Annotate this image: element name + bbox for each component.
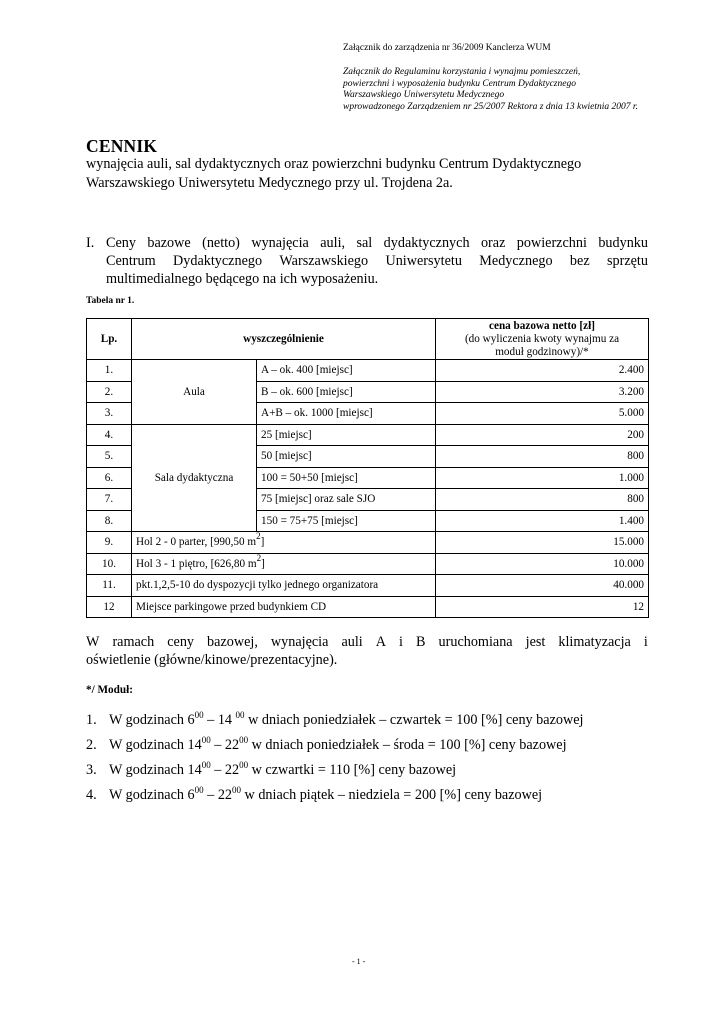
row-item [132, 553, 436, 575]
row-item-text: pkt.1,2,5-10 do dyspozycji tylko jednego organizatora [136, 579, 379, 592]
section-word: sal [356, 235, 373, 251]
module-sup: 00 [201, 735, 211, 745]
annex-reference: Załącznik do zarządzenia nr 36/2009 Kanclerza WUM [343, 43, 551, 53]
module-label: */ Moduł: [86, 684, 133, 696]
note-word: auli [341, 634, 363, 650]
note-line-justified [86, 633, 648, 651]
row-price: 40.000 [436, 575, 649, 597]
module-text: – 22 [210, 737, 240, 753]
note-word: bazowej, [207, 634, 258, 650]
module-text: W godzinach 6 [109, 712, 195, 728]
row-item: 100 = 50+50 [miejsc] [257, 467, 436, 489]
module-sup: 00 [239, 760, 249, 770]
note-word: i [643, 634, 648, 650]
row-lp: 9. [87, 532, 132, 554]
table-row [87, 596, 649, 618]
section-text [106, 234, 648, 288]
row-item: 75 [miejsc] oraz sale SJO [257, 489, 436, 511]
module-sup: 00 [194, 710, 204, 720]
row-price: 800 [436, 446, 649, 468]
annex-note-line: powierzchni i wyposażenia budynku Centrum Dydaktycznego [343, 78, 576, 89]
row-price: 1.000 [436, 467, 649, 489]
row-lp: 12 [87, 596, 132, 618]
row-item [132, 532, 436, 554]
header-price [436, 319, 649, 360]
row-item: 150 = 75+75 [miejsc] [257, 510, 436, 532]
group-aula: Aula [132, 360, 257, 425]
module-number: 2. [86, 737, 97, 753]
note-word: wynajęcia [270, 634, 329, 650]
climate-note [86, 633, 648, 669]
row-item: A – ok. 400 [miejsc] [257, 360, 436, 382]
table-row [87, 532, 649, 554]
document-subtitle [86, 155, 646, 192]
annex-note-line: Warszawskiego Uniwersytetu Medycznego [343, 90, 505, 101]
note-word: A [375, 634, 387, 650]
module-text: w dniach poniedziałek – czwartek = 100 [%] ceny bazowej [244, 712, 584, 728]
row-item-after: ] [260, 536, 265, 549]
note-word: klimatyzacja [558, 634, 631, 650]
table-row [87, 424, 649, 446]
module-item [86, 712, 583, 737]
table-row [87, 360, 649, 382]
section-word: Medycznego [479, 253, 553, 269]
module-sup: 00 [235, 710, 245, 720]
module-text: w dniach piątek – niedziela = 200 [%] ceny bazowej [241, 787, 543, 803]
module-text: W godzinach 6 [109, 787, 195, 803]
header-price-sub: moduł godzinowy)/* [495, 345, 589, 358]
section-word: oraz [480, 235, 506, 251]
header-price-title: cena bazowa netto [zł] [489, 319, 595, 332]
section-word: Dydaktycznego [173, 253, 263, 269]
module-item [86, 762, 583, 787]
section-word: dydaktycznych [383, 235, 470, 251]
section-1 [86, 234, 648, 288]
row-price: 5.000 [436, 403, 649, 425]
module-number: 1. [86, 712, 97, 728]
header-lp: Lp. [87, 319, 132, 360]
row-price: 2.400 [436, 360, 649, 382]
row-item [132, 596, 436, 618]
row-lp: 8. [87, 510, 132, 532]
section-number: I. [86, 235, 95, 251]
row-lp: 6. [87, 467, 132, 489]
section-word: wynajęcia [251, 235, 309, 251]
section-word: Uniwersytetu [385, 253, 462, 269]
row-item: 50 [miejsc] [257, 446, 436, 468]
note-word: W [86, 634, 100, 650]
row-item: B – ok. 600 [miejsc] [257, 381, 436, 403]
row-item-text: Miejsce parkingowe przed budynkiem CD [136, 600, 327, 613]
section-word: Warszawskiego [279, 253, 369, 269]
module-text: – 22 [203, 787, 232, 803]
section-word: budynku [598, 235, 648, 251]
document-title: CENNIK [86, 136, 158, 156]
module-sup: 00 [232, 785, 241, 795]
module-text: – 22 [210, 762, 240, 778]
note-word: ramach [112, 634, 155, 650]
row-item-after: ] [261, 557, 265, 570]
row-price: 200 [436, 424, 649, 446]
section-word: Ceny [106, 235, 136, 251]
header-price-sub: (do wyliczenia kwoty wynajmu za [464, 332, 620, 345]
page-number: - 1 - [352, 957, 366, 966]
row-price: 3.200 [436, 381, 649, 403]
row-price: 800 [436, 489, 649, 511]
note-line: oświetlenie (główne/kinowe/prezentacyjne). [86, 652, 338, 668]
annex-note-line: Załącznik do Regulaminu korzystania i wynajmu pomieszczeń, [343, 67, 581, 77]
row-lp: 5. [87, 446, 132, 468]
note-word: uruchomiana [438, 634, 513, 650]
module-text: – 14 [203, 712, 236, 728]
section-line: multimedialnego będącego na ich wyposażeniu. [106, 271, 379, 287]
section-word: bez [569, 253, 590, 269]
subtitle-line: Warszawskiego Uniwersytetu Medycznego przy ul. Trojdena 2a. [86, 174, 453, 191]
module-sup: 00 [239, 735, 249, 745]
subtitle-line: wynajęcia auli, sal dydaktycznych oraz powierzchni budynku Centrum Dydaktycznego [86, 156, 582, 172]
header-description: wyszczególnienie [132, 319, 436, 360]
row-price: 12 [436, 596, 649, 618]
row-lp: 10. [87, 553, 132, 575]
annex-regulation-note [343, 67, 638, 114]
section-word: auli, [320, 235, 346, 251]
note-word: ceny [167, 634, 195, 650]
row-item-text: Hol 2 - 0 parter, [990,50 m [136, 536, 257, 549]
row-lp: 11. [87, 575, 132, 597]
price-table [86, 318, 649, 618]
module-text: W godzinach 14 [109, 737, 202, 753]
section-line-justified [106, 234, 648, 252]
row-item-sup: 2 [256, 552, 262, 563]
module-number: 3. [86, 762, 97, 778]
annex-note-line: wprowadzonego Zarządzeniem nr 25/2007 Rektora z dnia 13 kwietnia 2007 r. [343, 102, 638, 113]
note-word: i [399, 634, 403, 650]
table-row [87, 575, 649, 597]
section-word: powierzchni [516, 235, 587, 251]
row-lp: 4. [87, 424, 132, 446]
row-lp: 2. [87, 381, 132, 403]
module-text: w czwartki = 110 [%] ceny bazowej [248, 762, 457, 778]
module-item [86, 787, 583, 812]
section-word: bazowe [147, 235, 191, 251]
note-word: jest [525, 634, 546, 650]
row-price: 15.000 [436, 532, 649, 554]
row-item [132, 575, 436, 597]
module-sup: 00 [201, 760, 211, 770]
row-lp: 3. [87, 403, 132, 425]
row-lp: 1. [87, 360, 132, 382]
module-list [86, 712, 583, 812]
section-word: (netto) [202, 235, 240, 251]
module-text: W godzinach 14 [109, 762, 202, 778]
row-lp: 7. [87, 489, 132, 511]
group-sala-dydaktyczna: Sala dydaktyczna [132, 424, 257, 532]
row-item-sup: 2 [256, 531, 261, 542]
row-price: 10.000 [436, 553, 649, 575]
table-header-row [87, 319, 649, 360]
section-line-justified [106, 252, 648, 270]
section-word: sprzętu [606, 253, 648, 269]
table-row [87, 553, 649, 575]
module-text: w dniach poniedziałek – środa = 100 [%] ceny bazowej [248, 737, 567, 753]
row-item: 25 [miejsc] [257, 424, 436, 446]
row-price: 1.400 [436, 510, 649, 532]
section-word: Centrum [106, 253, 156, 269]
row-item-text: Hol 3 - 1 piętro, [626,80 m [136, 557, 257, 570]
module-number: 4. [86, 787, 97, 803]
note-word: B [416, 634, 426, 650]
table-label: Tabela nr 1. [86, 296, 135, 306]
row-item: A+B – ok. 1000 [miejsc] [257, 403, 436, 425]
module-item [86, 737, 583, 762]
module-sup: 00 [194, 785, 204, 795]
